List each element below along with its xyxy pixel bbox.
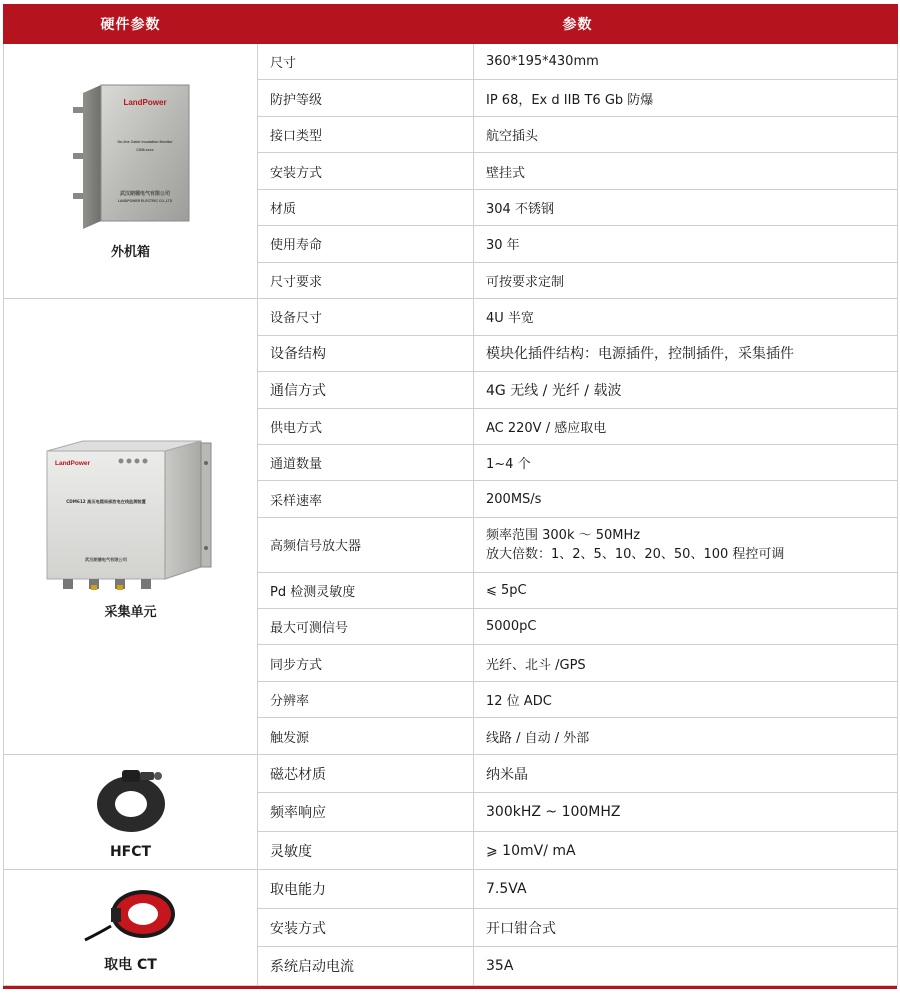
param-label: 通道数量 <box>258 444 474 480</box>
param-label: 采样速率 <box>258 481 474 517</box>
param-label: 使用寿命 <box>258 226 474 262</box>
enclosure-subtitle: On-line Cable Insulation Monitor <box>116 139 173 144</box>
param-label: 安装方式 <box>258 153 474 189</box>
acquisition-unit-image <box>41 433 221 593</box>
bottom-accent-bar <box>3 986 897 989</box>
param-label: 通信方式 <box>258 372 474 408</box>
param-value: 4G 无线 / 光纤 / 载波 <box>474 372 898 408</box>
value-line: 频率范围 300k ～ 50MHz <box>486 527 641 543</box>
param-label: 系统启动电流 <box>258 947 474 986</box>
param-value: 模块化插件结构：电源插件，控制插件，采集插件 <box>474 335 898 371</box>
param-value: 航空插头 <box>474 116 898 152</box>
param-value: 光纤、北斗 /GPS <box>474 645 898 681</box>
param-value: 线路 / 自动 / 外部 <box>474 718 898 754</box>
power-ct-image <box>81 882 181 946</box>
param-label: 设备尺寸 <box>258 299 474 335</box>
param-label: 供电方式 <box>258 408 474 444</box>
hfct-image <box>86 764 176 836</box>
unit-company: 武汉朗德电气有限公司 <box>84 557 127 562</box>
category-caption: 采集单元 <box>104 605 157 620</box>
param-label: 取电能力 <box>258 870 474 908</box>
param-value: 200MS/s <box>474 481 898 517</box>
header-hardware-params: 硬件参数 <box>4 5 258 44</box>
table-row <box>4 44 898 80</box>
param-label: 安装方式 <box>258 908 474 946</box>
param-value: 可按要求定制 <box>474 262 898 298</box>
param-label: 磁芯材质 <box>258 754 474 792</box>
param-label: 尺寸 <box>258 44 474 80</box>
param-value: 304 不锈钢 <box>474 189 898 225</box>
param-label: 最大可测信号 <box>258 609 474 645</box>
category-cell-acquisition-unit <box>4 299 258 755</box>
category-caption: 外机箱 <box>110 244 150 260</box>
param-label: 设备结构 <box>258 335 474 371</box>
param-value: 纳米晶 <box>474 754 898 792</box>
header-params: 参数 <box>258 5 898 44</box>
param-label: 灵敏度 <box>258 831 474 869</box>
table-row <box>4 870 898 908</box>
param-value: ⩾ 10mV/ mA <box>474 831 898 869</box>
enclosure-brand: LandPower <box>122 97 167 107</box>
param-label: 高频信号放大器 <box>258 517 474 572</box>
param-label: 尺寸要求 <box>258 262 474 298</box>
param-label: 分辨率 <box>258 681 474 717</box>
table-header-row <box>4 5 898 44</box>
category-cell-hfct <box>4 754 258 869</box>
param-value: 35A <box>474 947 898 986</box>
param-value: 开口钳合式 <box>474 908 898 946</box>
param-value: 5000pC <box>474 609 898 645</box>
table-row <box>4 299 898 335</box>
table-row <box>4 754 898 792</box>
param-label: 触发源 <box>258 718 474 754</box>
param-value: AC 220V / 感应取电 <box>474 408 898 444</box>
param-label: 同步方式 <box>258 645 474 681</box>
category-caption: 取电 CT <box>104 956 157 973</box>
param-value: ⩽ 5pC <box>474 572 898 608</box>
param-value: IP 68，Ex d IIB T6 Gb 防爆 <box>474 80 898 116</box>
param-value: 壁挂式 <box>474 153 898 189</box>
param-value: 12 位 ADC <box>474 681 898 717</box>
enclosure-company-en: LANDPOWER ELECTRIC CO.,LTD <box>117 198 172 203</box>
unit-brand: LandPower <box>54 460 90 467</box>
param-value: 30 年 <box>474 226 898 262</box>
param-value: 4U 半宽 <box>474 299 898 335</box>
param-value: 1~4 个 <box>474 444 898 480</box>
category-caption: HFCT <box>109 844 152 861</box>
category-cell-enclosure <box>4 44 258 299</box>
param-label: 材质 <box>258 189 474 225</box>
category-cell-power-ct <box>4 870 258 986</box>
enclosure-company-cn: 武汉朗德电气有限公司 <box>119 190 170 197</box>
param-label: Pd 检测灵敏度 <box>258 572 474 608</box>
param-value: 300kHZ ~ 100MHZ <box>474 793 898 831</box>
enclosure-model: CDM-xxxx <box>135 147 154 152</box>
param-label: 防护等级 <box>258 80 474 116</box>
param-value: 7.5VA <box>474 870 898 908</box>
param-label: 频率响应 <box>258 793 474 831</box>
param-value: 360*195*430mm <box>474 44 898 80</box>
value-line: 放大倍数：1、2、5、10、20、50、100 程控可调 <box>486 546 785 562</box>
param-label: 接口类型 <box>258 116 474 152</box>
unit-title: CDM612 高压电缆局部放电在线监测装置 <box>65 499 146 504</box>
spec-table <box>3 4 898 986</box>
param-value-multiline <box>474 517 898 572</box>
enclosure-image <box>61 83 201 233</box>
